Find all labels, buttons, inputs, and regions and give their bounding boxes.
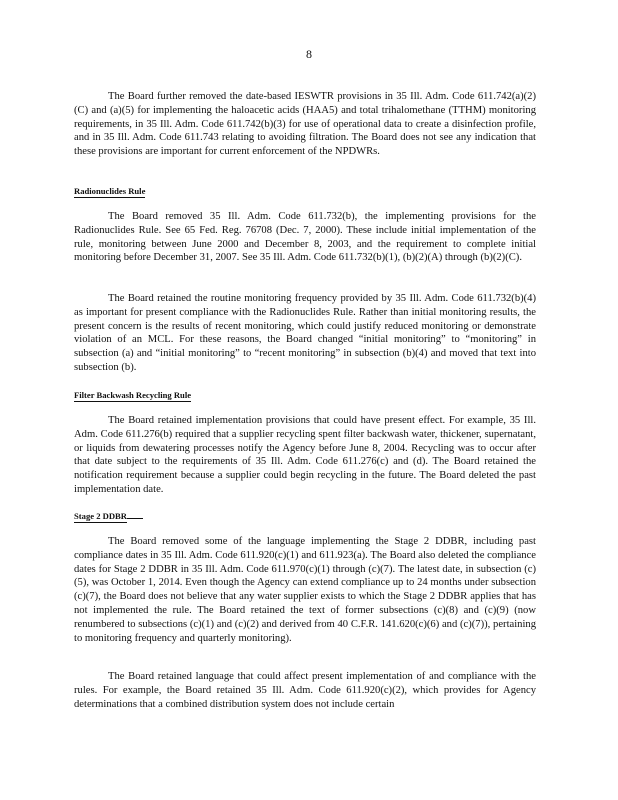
paragraph-radionuclides-retained — [74, 292, 536, 375]
paragraph-text: The Board retained the routine monitoring frequency provided by 35 Ill. Adm. Code 611.732(b)(4) as important for present compliance with the Radionuclides Rule. Rather than initial monitoring results, the present concern is the results of recent monitoring, which could justify reduced monitoring or demonstrate violation of an MCL. For these reasons, the Board changed “initial monitoring” to “monitoring” in subsection (a) and “initial monitoring” to “recent monitoring” in subsection (b)(4) and moved that text into subsection (b). — [74, 293, 536, 373]
heading-text: Filter Backwash Recycling Rule — [74, 390, 192, 400]
paragraph-stage2-retained — [74, 670, 536, 711]
paragraph-filter-backwash — [74, 414, 536, 497]
heading-filter-backwash-rule — [74, 390, 191, 400]
paragraph-stage2-removed — [74, 535, 536, 645]
heading-underline — [127, 517, 143, 519]
paragraph-text: The Board removed 35 Ill. Adm. Code 611.732(b), the implementing provisions for the Radionuclides Rule. See 65 Fed. Reg. 76708 (Dec. 7, 2000). These include initial implementation of the rule, monitoring between June 2000 and December 8, 2003, and the requirement to complete initial monitoring before December 31, 2007. See 35 Ill. Adm. Code 611.732(b)(1), (b)(2)(A) through (b)(2)(C). — [74, 211, 536, 264]
paragraph-text: The Board further removed the date-based IESWTR provisions in 35 Ill. Adm. Code 611.742(a)(2)(C) and (a)(5) for implementing the haloacetic acids (HAA5) and total trihalomethane (TTHM) monitoring requirements, in 35 Ill. Adm. Code 611.742(b)(3) for use of operational data to create a disinfection profile, and in 35 Ill. Adm. Code 611.743 relating to avoiding filtration. The Board does not see any indication that these provisions are important for current enforcement of the NPDWRs. — [74, 91, 536, 158]
paragraph-text: The Board retained language that could affect present implementation of and compliance with the rules. For example, the Board retained 35 Ill. Adm. Code 611.920(c)(2), which provides for Agency determinations that a combined distribution system does not include certain — [74, 671, 536, 710]
heading-radionuclides-rule — [74, 186, 145, 196]
heading-stage2-ddbr — [74, 511, 143, 521]
paragraph-text: The Board removed some of the language implementing the Stage 2 DDBR, including past compliance dates in 35 Ill. Adm. Code 611.920(c)(1) and 611.923(a). The Board also deleted the compliance dates for Stage 2 DDBR in 35 Ill. Adm. Code 611.970(c)(1) through (c)(7). The latest date, in subsection (c)(5), was October 1, 2014. Even though the Agency can extend compliance up to 24 months under subsection (c)(7), the Board does not believe that any water supplier exists to which the Stage 2 DDBR applies that has not implemented the rule. The Board retained the text of former subsections (c)(8) and (c)(9) (now renumbered to subsections (c)(1) and (c)(2) and derived from 40 C.F.R. 141.620(c)(6) and (c)(7)), pertaining to monitoring frequency and quarterly monitoring). — [74, 536, 536, 644]
paragraph-ieswtr — [74, 90, 536, 159]
heading-text: Stage 2 DDBR — [74, 511, 127, 521]
paragraph-text: The Board retained implementation provisions that could have present effect. For example, 35 Ill. Adm. Code 611.276(b) required that a supplier recycling spent filter backwash water, thickener, supernatant, or liquids from dewatering processes notify the Agency before June 8, 2004. Recycling was to occur after that date subject to the requirements of 35 Ill. Adm. Code 611.276(c) and (d). The Board retained the notification requirement because a supplier could begin recycling in the future. The Board deleted the past implementation date. — [74, 415, 536, 495]
heading-text: Radionuclides Rule — [74, 186, 146, 196]
paragraph-radionuclides-removed — [74, 210, 536, 265]
page-number: 8 — [306, 47, 312, 61]
